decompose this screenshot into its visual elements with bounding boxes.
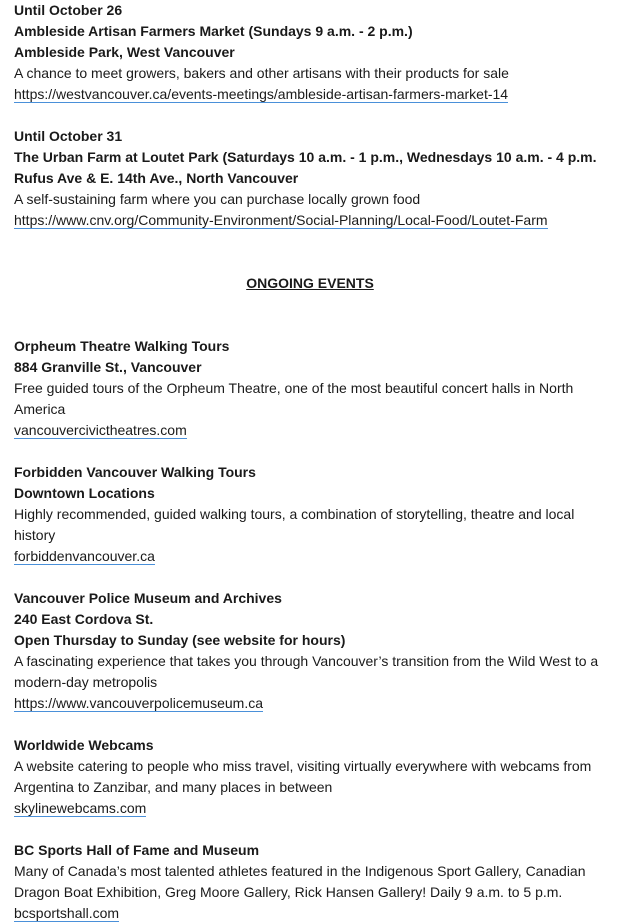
event-title: Orpheum Theatre Walking Tours [14, 338, 230, 354]
event-date: Until October 26 [14, 2, 123, 18]
event-location: Ambleside Park, West Vancouver [14, 44, 235, 60]
ongoing-orpheum-tours [14, 336, 620, 441]
event-location: 240 East Cordova St. [14, 611, 154, 627]
event-description: A website catering to people who miss travel, visiting virtually everywhere with webcams from [14, 758, 592, 774]
event-urban-farm [14, 126, 620, 231]
event-location: Downtown Locations [14, 485, 155, 501]
event-description: modern-day metropolis [14, 674, 158, 690]
event-title: Ambleside Artisan Farmers Market (Sundays 9 a.m. - 2 p.m.) [14, 23, 413, 39]
event-location: 884 Granville St., Vancouver [14, 359, 202, 375]
event-description: Argentina to Zanzibar, and many places in between [14, 779, 333, 795]
event-description: A self-sustaining farm where you can purchase locally grown food [14, 191, 421, 207]
event-link[interactable]: forbiddenvancouver.ca [14, 548, 155, 564]
event-hours: Open Thursday to Sunday (see website for hours) [14, 632, 346, 648]
event-title: Forbidden Vancouver Walking Tours [14, 464, 256, 480]
event-location: Rufus Ave & E. 14th Ave., North Vancouver [14, 170, 299, 186]
event-description: Highly recommended, guided walking tours, a combination of storytelling, theatre and local [14, 506, 575, 522]
event-title: Vancouver Police Museum and Archives [14, 590, 282, 606]
ongoing-police-museum [14, 588, 620, 714]
event-title: Worldwide Webcams [14, 737, 154, 753]
event-description: Free guided tours of the Orpheum Theatre, one of the most beautiful concert halls in North [14, 380, 574, 396]
event-date: Until October 31 [14, 128, 123, 144]
event-title: The Urban Farm at Loutet Park (Saturdays 10 a.m. - 1 p.m., Wednesdays 10 a.m. - 4 p.m. [14, 149, 597, 165]
section-heading: ONGOING EVENTS [246, 275, 374, 291]
event-description: A chance to meet growers, bakers and other artisans with their products for sale [14, 65, 509, 81]
event-description: Dragon Boat Exhibition, Greg Moore Gallery, Rick Hansen Gallery! Daily 9 a.m. to 5 p.m. [14, 884, 563, 900]
event-link[interactable]: https://www.cnv.org/Community-Environment/Social-Planning/Local-Food/Loutet-Farm [14, 212, 548, 228]
event-description: A fascinating experience that takes you through Vancouver’s transition from the Wild West to a [14, 653, 599, 669]
event-title: BC Sports Hall of Fame and Museum [14, 842, 260, 858]
event-description: America [14, 401, 66, 417]
ongoing-bc-sports-hall [14, 840, 620, 924]
event-link[interactable]: vancouvercivictheatres.com [14, 422, 187, 438]
event-link[interactable]: https://www.vancouverpolicemuseum.ca [14, 695, 263, 711]
event-description: history [14, 527, 56, 543]
ongoing-forbidden-vancouver [14, 462, 620, 567]
event-link[interactable]: https://westvancouver.ca/events-meetings/ambleside-artisan-farmers-market-14 [14, 86, 509, 102]
event-ambleside-market [14, 0, 620, 105]
ongoing-worldwide-webcams [14, 735, 620, 819]
event-description: Many of Canada’s most talented athletes featured in the Indigenous Sport Gallery, Canadian [14, 863, 586, 879]
event-link[interactable]: bcsportshall.com [14, 905, 120, 921]
event-link[interactable]: skylinewebcams.com [14, 800, 147, 816]
